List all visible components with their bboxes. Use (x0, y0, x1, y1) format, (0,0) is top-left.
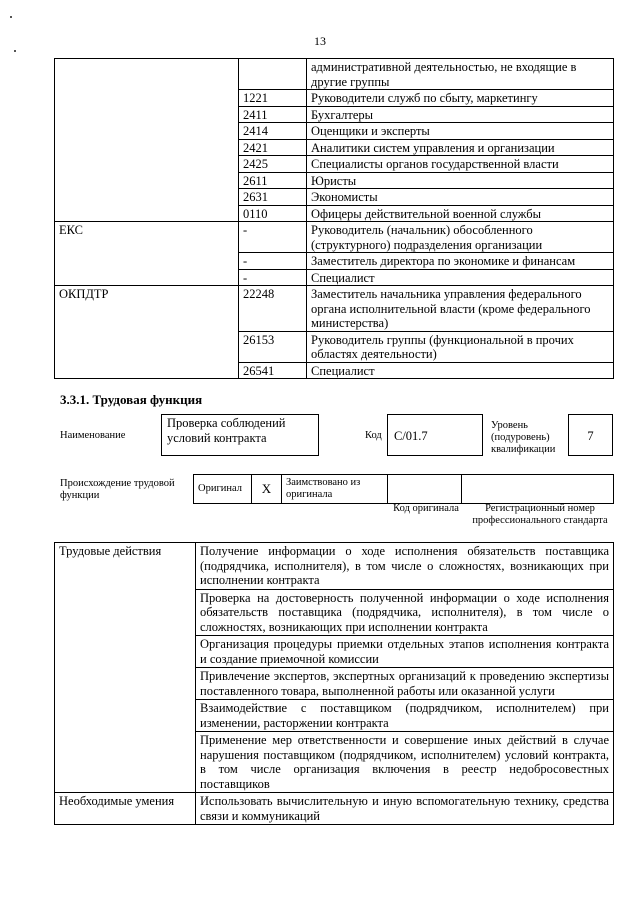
occupation-name: Экономисты (307, 189, 614, 206)
occupation-name: Заместитель начальника управления федерального органа исполнительной власти (кроме федерального министерства) (307, 286, 614, 332)
occupation-name: административной деятельностью, не входящие в другие группы (307, 59, 614, 90)
occupation-code: 2611 (239, 172, 307, 189)
function-name-box (161, 414, 319, 456)
actions-table (54, 542, 614, 825)
borrowed-label: Заимствовано из оригинала (282, 475, 388, 504)
occupation-code: - (239, 253, 307, 270)
labor-action-item: Проверка на достоверность полученной информации о ходе исполнения обязательств поставщика (подрядчика, исполнителя), в том числе о сложностях, возникающих при исполнении контракта (196, 589, 614, 636)
labor-action-item: Взаимодействие с поставщиком (подрядчиком, исполнителем) при изменении, расторжении контракта (196, 700, 614, 732)
labor-action-item: Привлечение экспертов, экспертных организаций к проведению экспертизы поставленного товара, выполненной работы или оказанной услуги (196, 668, 614, 700)
occupation-code: - (239, 269, 307, 286)
occupation-code: 26541 (239, 362, 307, 379)
occupation-name: Специалисты органов государственной власти (307, 156, 614, 173)
reg-caption: Регистрационный номер профессионального стандарта (472, 503, 608, 526)
occupation-name: Специалист (307, 269, 614, 286)
occupation-name: Специалист (307, 362, 614, 379)
occupation-code: 2421 (239, 139, 307, 156)
occupation-code: 1221 (239, 90, 307, 107)
occupation-code: 2411 (239, 106, 307, 123)
classifier-cell: ЕКС (55, 222, 239, 286)
original-code-cell (388, 475, 462, 504)
occupation-code: 22248 (239, 286, 307, 332)
code-caption: Код оригинала (393, 503, 459, 514)
occupation-row (55, 222, 614, 253)
occupation-row (55, 59, 614, 90)
level-value: 7 (587, 429, 594, 443)
function-name: Проверка соблюдений условий контракта (167, 416, 286, 445)
scan-speck (10, 16, 12, 18)
required-skill-item: Использовать вычислительную и иную вспомогательную технику, средства связи и коммуникаций (196, 793, 614, 825)
occupation-name: Бухгалтеры (307, 106, 614, 123)
original-label: Оригинал (194, 475, 252, 504)
section-title: 3.3.1. Трудовая функция (60, 392, 203, 407)
occupation-code: 2631 (239, 189, 307, 206)
function-code-box (387, 414, 483, 456)
occupation-name: Руководители служб по сбыту, маркетингу (307, 90, 614, 107)
level-label: Уровень (подуровень) квалификации (491, 420, 556, 455)
occupation-name: Оценщики и эксперты (307, 123, 614, 140)
labor-action-item: Организация процедуры приемки отдельных этапов исполнения контракта и создание приемочной комиссии (196, 636, 614, 668)
scan-speck (14, 50, 16, 52)
origin-table (193, 474, 614, 504)
occupation-name: Офицеры действительной военной службы (307, 205, 614, 222)
occupation-code: 2414 (239, 123, 307, 140)
classifier-cell (55, 59, 239, 222)
origin-label: Происхождение трудовой функции (60, 478, 175, 501)
labor-action-item: Получение информации о ходе исполнения обязательств поставщика (подрядчика, исполнителя), в том числе о сложностях, возникающих при исполнении контракта (196, 543, 614, 590)
level-box (568, 414, 613, 456)
occupation-name: Заместитель директора по экономике и финансам (307, 253, 614, 270)
occupation-name: Аналитики систем управления и организации (307, 139, 614, 156)
labor-action-label: Трудовые действия (55, 543, 196, 793)
occupation-code: 2425 (239, 156, 307, 173)
labor-action-row (55, 543, 614, 590)
required-skill-label: Необходимые умения (55, 793, 196, 825)
occupation-name: Руководитель группы (функциональной в прочих областях деятельности) (307, 331, 614, 362)
occupation-code: - (239, 222, 307, 253)
name-label: Наименование (60, 430, 126, 441)
original-mark: Х (252, 475, 282, 504)
classifier-cell: ОКПДТР (55, 286, 239, 379)
required-skill-row (55, 793, 614, 825)
labor-action-item: Применение мер ответственности и совершение иных действий в случае нарушения поставщиком (подрядчиком, исполнителем) условий контракта, в том числе организация включения в реестр недобросовестных поставщиков (196, 732, 614, 793)
occupation-name: Юристы (307, 172, 614, 189)
code-label: Код (365, 430, 382, 441)
occupation-code: 0110 (239, 205, 307, 222)
occupation-row (55, 286, 614, 332)
page-number: 13 (314, 34, 326, 48)
reg-number-cell (462, 475, 614, 504)
occupation-code: 26153 (239, 331, 307, 362)
occupations-table (54, 58, 614, 379)
occupation-name: Руководитель (начальник) обособленного (структурного) подразделения организации (307, 222, 614, 253)
occupation-code (239, 59, 307, 90)
function-code: С/01.7 (394, 429, 428, 443)
